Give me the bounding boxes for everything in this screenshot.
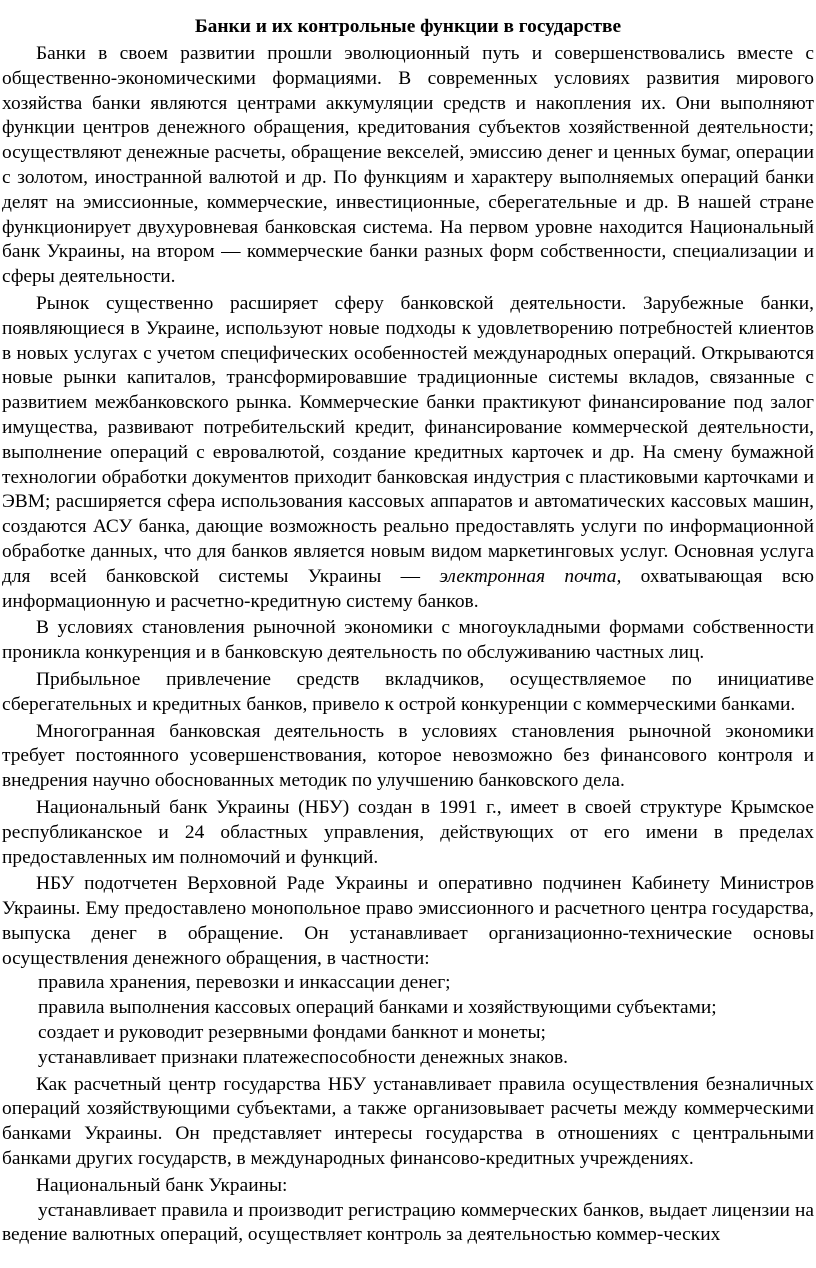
paragraph-intro: Банки в своем развитии прошли эволюционный путь и совершенствовались вместе с общественно-экономическими формациями. В современных условиях развития мирового хозяйства банки являются центрами аккумуляции средств и накопления их. Они выполняют функции центров денежного обращения, кредитования субъектов хозяйственной деятельности; осуществляют денежные расчеты, обращение векселей, эмиссию денег и ценных бумаг, операции с золотом, иностранной валютой и др. По функциям и характеру выполняемых операций банки делят на эмиссионные, коммерческие, инвестиционные, сберегательные и др. В нашей стране функционирует двухуровневая банковская система. На первом уровне находится Национальный банк Украины, на втором — коммерческие банки разных форм собственности, специализации и сферы деятельности. (2, 43, 814, 288)
paragraph-market-text: Рынок существенно расширяет сферу банковской деятельности. Зарубежные банки, появляющиеся в Украине, используют новые подходы к удовлетворению потребностей клиентов в новых услугах с учетом специфических особенностей международных операций. Открываются новые рынки капиталов, трансформировавшие традиционные системы вкладов, связанные с развитием межбанковского рынка. Коммерческие банки практикуют финансирование под залог имущества, развивают потребительский кредит, финансирование коммерческой деятельности, выполнение операций с евровалютой, создание кредитных карточек и др. На смену бумажной технологии обработки документов приходит банковская индустрия с пластиковыми карточками и ЭВМ; расширяется сфера использования кассовых аппаратов и автоматических кассовых машин, создаются АСУ банка, дающие возможность реально предоставлять услуги по информационной обработке данных, что для банков является новым видом маркетинговых услуг. Основная услуга для всей банковской системы Украины — (2, 292, 814, 587)
nbu-heading: Национальный банк Украины: (36, 1174, 288, 1196)
document-title: Банки и их контрольные функции в государстве (194, 16, 622, 37)
list-item-registration: устанавливает правила и производит регистрацию коммерческих банков, выдает лицензии на ведение валютных операций, осуществляет контроль за деятельностью коммер-ческих (2, 1199, 814, 1246)
list-item: правила хранения, перевозки и инкассации денег; (38, 972, 451, 994)
paragraph-control: Многогранная банковская деятельность в условиях становления рыночной экономики требует постоянного усовершенствования, которое невозможно без финансового контроля и внедрения научно обоснованных методик по улучшению банковского дела. (2, 720, 814, 792)
paragraph-market-end: охватывающая всю информационную и расчетно-кредитную систему банков. (2, 565, 814, 612)
document-page (0, 14, 816, 1248)
paragraph-market (2, 292, 814, 614)
paragraph-nbu-created: Национальный банк Украины (НБУ) создан в 1991 г., имеет в своей структуре Крымское республиканское и 24 областных управления, действующих от его имени в пределах предоставленных им полномочий и функций. (2, 796, 814, 868)
list-item: создает и руководит резервными фондами банкнот и монеты; (38, 1022, 546, 1044)
emphasis-email: электронная почта, (439, 565, 622, 587)
list-item: устанавливает признаки платежеспособности денежных знаков. (38, 1046, 568, 1068)
paragraph-settlement: Как расчетный центр государства НБУ устанавливает правила осуществления безналичных операций хозяйствующими субъектами, а также организовывает расчеты между коммерческими банками Украины. Он представляет интересы государства в отношениях с центральными банками других государств, в международных финансово-кредитных учреждениях. (2, 1073, 814, 1170)
paragraph-nbu-accountable: НБУ подотчетен Верховной Раде Украины и оперативно подчинен Кабинету Министров Украины. Ему предоставлено монопольное право эмиссионного и расчетного центра государства, выпуска денег в обращение. Он устанавливает организационно-технические основы осуществления денежного обращения, в частности: (2, 873, 814, 969)
paragraph-deposits: Прибыльное привлечение средств вкладчиков, осуществляемое по инициативе сберегательных и кредитных банков, привело к острой конкуренции с коммерческими банками. (2, 668, 814, 715)
list-item: правила выполнения кассовых операций банками и хозяйствующими субъектами; (38, 997, 717, 1019)
paragraph-competition: В условиях становления рыночной экономики с многоукладными формами собственности проникла конкуренция и в банковскую деятельность по обслуживанию частных лиц. (2, 617, 814, 664)
